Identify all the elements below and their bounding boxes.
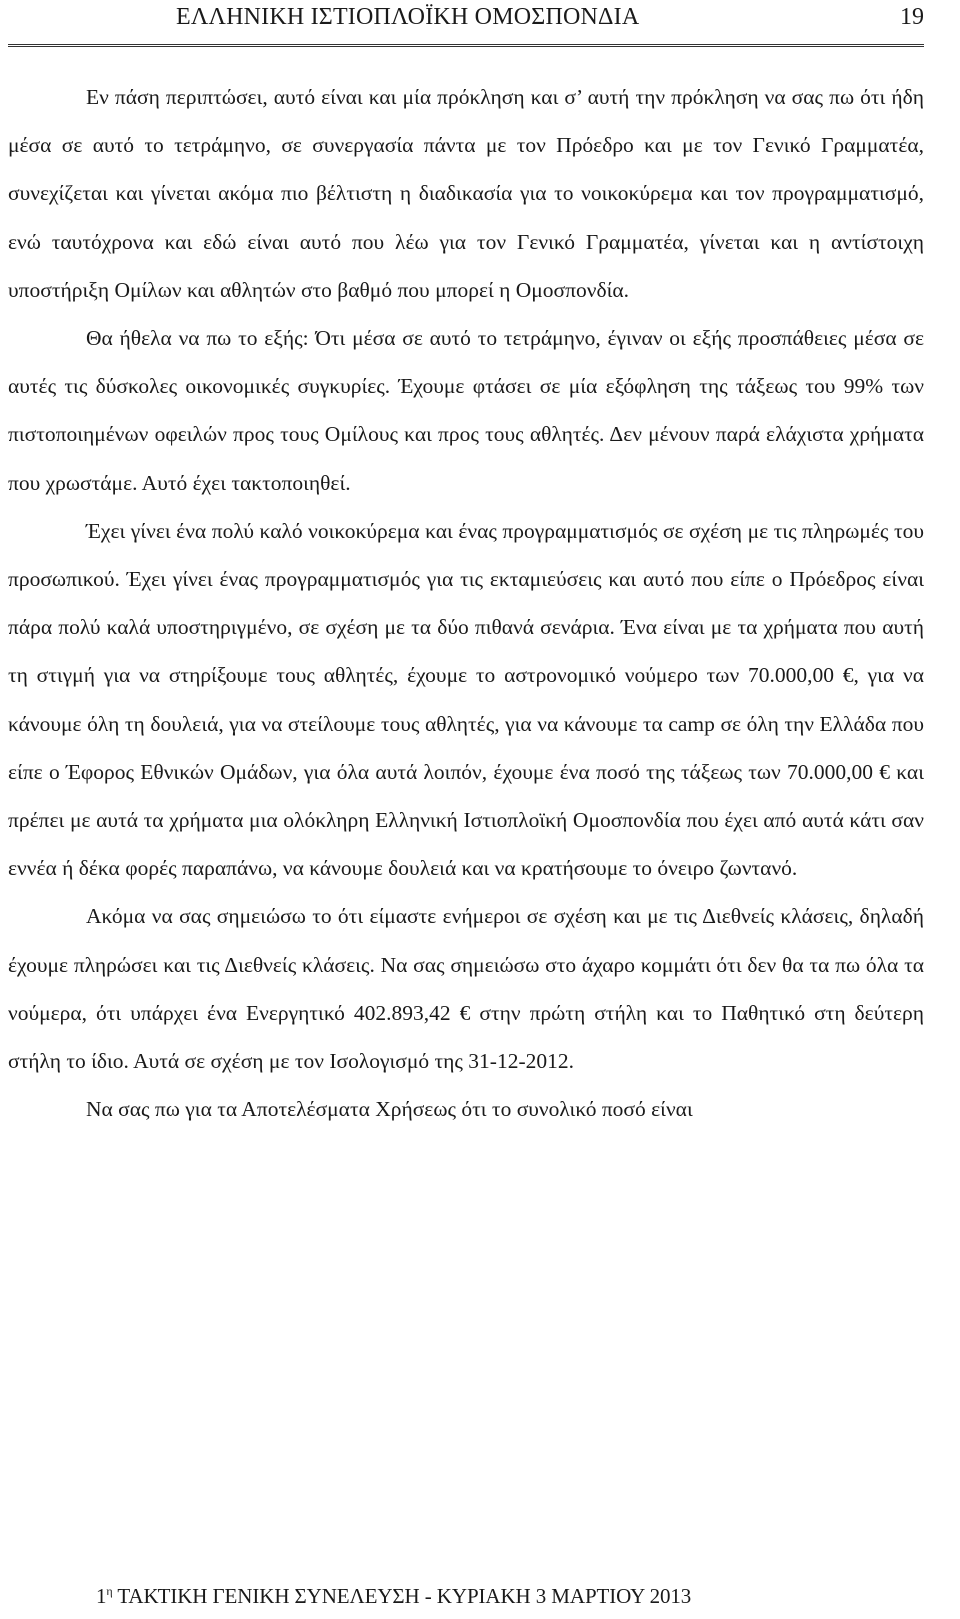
paragraph-3: Έχει γίνει ένα πολύ καλό νοικοκύρεμα και ένας προγραμματισμός σε σχέση με τις πληρωμές του προσωπικού. Έχει γίνει ένας προγραμματισμός για τις εκταμιεύσεις και αυτό που είπε ο Πρόεδρος είναι πάρα πολύ καλά υποστηριγμένο, σε σχέση με τα δύο πιθανά σενάρια. Ένα είναι με τα χρήματα που αυτή τη στιγμή για να στηρίξουμε τους αθλητές, έχουμε το αστρονομικό νούμερο των 70.000,00 €, για να κάνουμε όλη τη δουλειά, για να στείλουμε τους αθλητές, για να κάνουμε τα camp σε όλη την Ελλάδα που είπε ο Έφορος Εθνικών Ομάδων, για όλα αυτά λοιπόν, έχουμε ένα ποσό της τάξεως των 70.000,00 € και πρέπει με αυτά τα χρήματα μια ολόκληρη Ελληνική Ιστιοπλοϊκή Ομοσπονδία που έχει από αυτά κάτι σαν εννέα ή δέκα φορές παραπάνω, να κάνουμε δουλειά και να κρατήσουμε το όνειρο ζωντανό. [8, 518, 924, 881]
paragraph-2: Θα ήθελα να πω το εξής: Ότι μέσα σε αυτό το τετράμηνο, έγιναν οι εξής προσπάθειες μέσα σε αυτές τις δύσκολες οικονομικές συγκυρίες. Έχουμε φτάσει σε μία εξόφληση της τάξεως του 99% των πιστοποιημένων οφειλών προς τους Ομίλους και προς τους αθλητές. Δεν μένουν παρά ελάχιστα χρήματα που χρωστάμε. Αυτό έχει τακτοποιηθεί. [8, 326, 924, 495]
paragraph-4: Ακόμα να σας σημειώσω το ότι είμαστε ενήμεροι σε σχέση και με τις Διεθνείς κλάσεις, δηλαδή έχουμε πληρώσει και τις Διεθνείς κλάσεις. Να σας σημειώσω στο άχαρο κομμάτι ότι δεν θα τα πω όλα τα νούμερα, ότι υπάρχει ένα Ενεργητικό 402.893,42 € στην πρώτη στήλη και το Παθητικό στη δεύτερη στήλη το ίδιο. Αυτά σε σχέση με τον Ισολογισμό της 31-12-2012. [8, 904, 924, 1074]
page-number: 19 [900, 4, 924, 30]
footer-meeting-text: ΤΑΚΤΙΚΗ ΓΕΝΙΚΗ ΣΥΝΕΛΕΥΣΗ - ΚΥΡΙΑΚΗ 3 ΜΑΡΤΙΟΥ 2013 [112, 1584, 692, 1608]
footer-ordinal-suffix: η [106, 1584, 113, 1598]
header-title: ΕΛΛΗΝΙΚΗ ΙΣΤΙΟΠΛΟΪΚΗ ΟΜΟΣΠΟΝΔΙΑ [176, 4, 640, 30]
document-body [8, 73, 924, 1133]
paragraph-5: Να σας πω για τα Αποτελέσματα Χρήσεως ότι το συνολικό ποσό είναι [86, 1097, 693, 1122]
page-header [8, 0, 924, 47]
footer-ordinal-number: 1 [96, 1584, 107, 1608]
page-footer [96, 1584, 691, 1609]
paragraph-1: Εν πάση περιπτώσει, αυτό είναι και μία πρόκληση και σ’ αυτή την πρόκληση να σας πω ότι ήδη μέσα σε αυτό το τετράμηνο, σε συνεργασία πάντα με τον Πρόεδρο και με τον Γενικό Γραμματέα, συνεχίζεται και γίνεται ακόμα πιο βέλτιστη η διαδικασία για το νοικοκύρεμα και τον προγραμματισμό, ενώ ταυτόχρονα και εδώ είναι αυτό που λέω για τον Γενικό Γραμματέα, γίνεται και η αντίστοιχη υποστήριξη Ομίλων και αθλητών στο βαθμό που μπορεί η Ομοσπονδία. [8, 85, 924, 302]
